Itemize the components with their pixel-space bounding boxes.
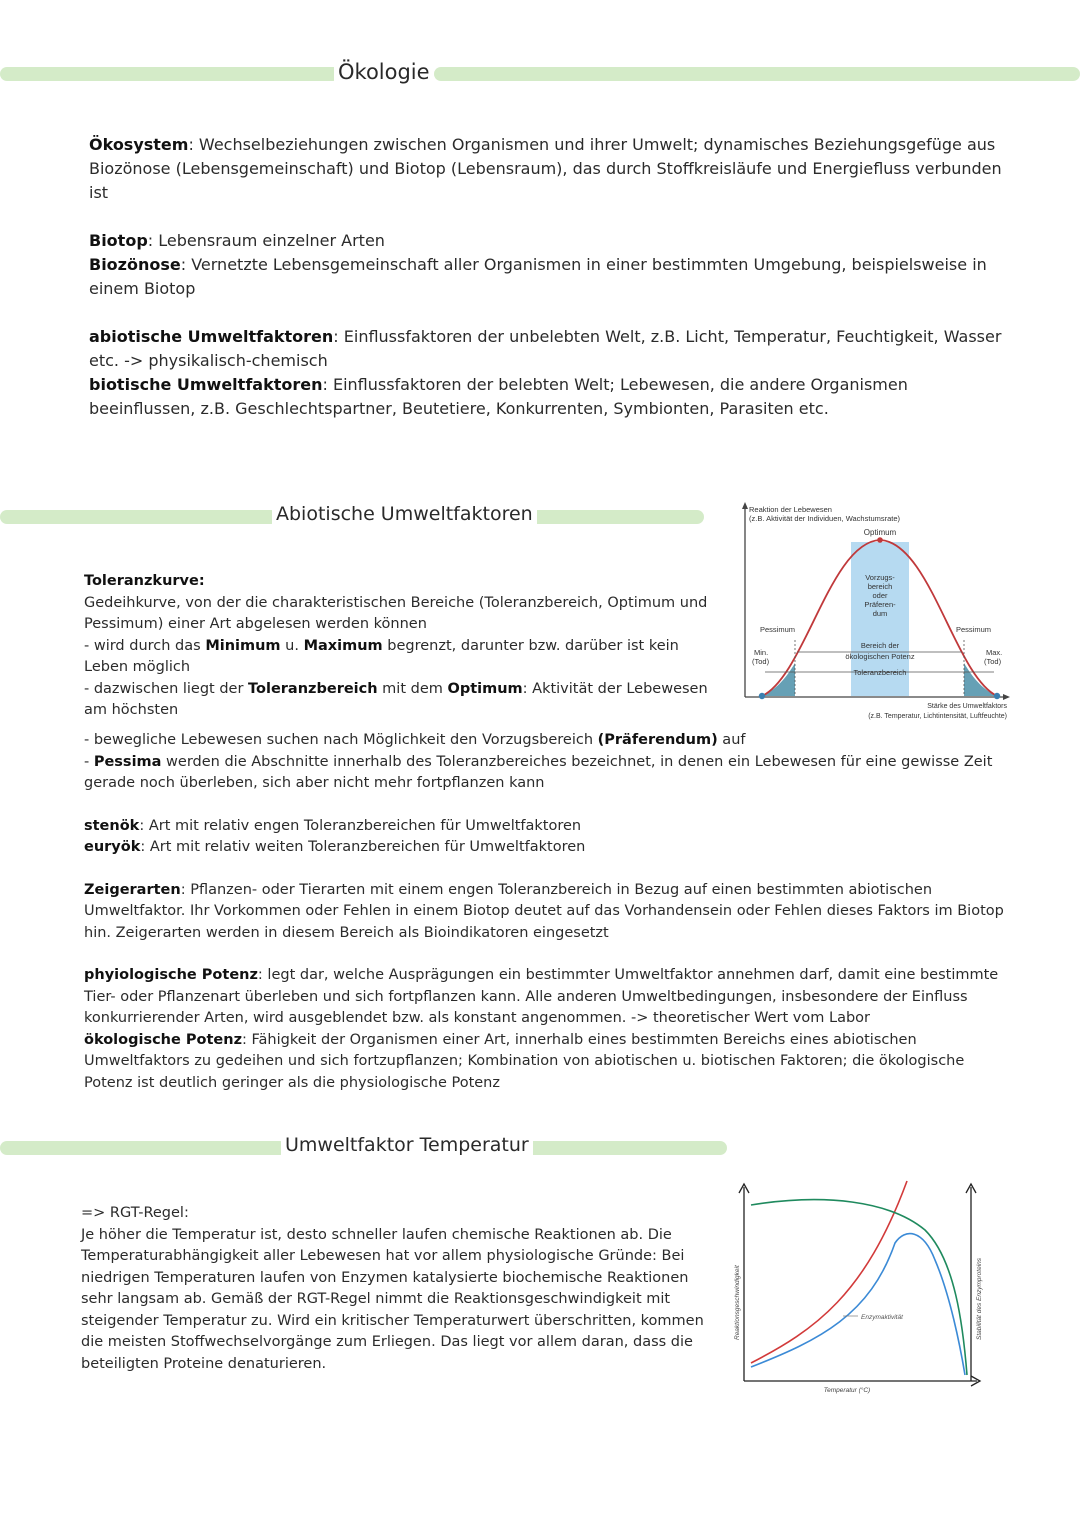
praeferendum-line: - bewegliche Lebewesen suchen nach Möglichkeit den Vorzugsbereich (Präferendum) auf — [84, 732, 746, 748]
definitions-block — [89, 133, 1019, 421]
definition-zeigerarten: Zeigerarten: Pflanzen- oder Tierarten mit einem engen Toleranzbereich in Bezug auf einen bestimmten abiotischen Umweltfaktor. Ihr Vorkommen oder Fehlen in einem Biotop deutet auf das Vorhandensein oder Fehlen dieses Faktors im Biotop hin. Zeigerarten werden in diesem Bereich als Bioindikatoren eingesetzt — [84, 881, 1004, 941]
section-bar-left — [0, 1141, 287, 1155]
section-bar-right — [521, 1141, 727, 1155]
definition-euryoek: euryök: Art mit relativ weiten Toleranzbereichen für Umweltfaktoren — [84, 839, 586, 855]
x-axis-label: Stärke des Umweltfaktors — [927, 703, 1007, 710]
definition-oek-potenz: ökologische Potenz: Fähigkeit der Organismen einer Art, innerhalb eines bestimmten Bereichs eines abiotischen Umweltfaktors zu gedeihen und sich fortzupflanzen; Kombination von abiotischen u. biotischen Faktoren; die ökologische Potenz ist deutlich geringer als die physiologische Potenz — [84, 1031, 965, 1091]
definition-stenoek: stenök: Art mit relativ engen Toleranzbereichen für Umweltfaktoren — [84, 817, 582, 834]
oek-potenz-label-2: ökologischen Potenz — [845, 652, 915, 661]
definition-phys-potenz: phyiologische Potenz: legt dar, welche Ausprägungen ein bestimmter Umweltfaktor annehmen darf, damit eine bestimmte Tier- oder Pflanzenart überleben und sich fortpflanzen kann. Alle anderen Umweltbedingungen, insbesondere der Einfluss konkurrierender Arten, wird ausgeblendet bzw. als konstant angenommen. -> theoretischer Wert vom Labor — [84, 967, 999, 1026]
y-axis-sublabel: (z.B. Aktivität der Individuen, Wachstumsrate) — [749, 514, 901, 523]
section-bar-right — [434, 67, 1080, 81]
vorzug-label-1: Vorzugs- — [865, 573, 895, 582]
optimum-label: Optimum — [863, 528, 897, 537]
rgt-text: Je höher die Temperatur ist, desto schneller laufen chemische Reaktionen ab. Die Temperaturabhängigkeit aller Lebewesen hat vor allem physiologische Gründe: Bei niedrigen Temperaturen laufen von Enzymen katalysierte biochemische Reaktionen sehr langsam ab. Gemäß der RGT-Regel nimmt die Reaktionsgeschwindigkeit mit steigender Temperatur zu. Wird ein kritischer Temperaturwert überschritten, kommen die meisten Stoffwechselvorgänge zum Erliegen. Das liegt vor allem daran, dass die beteiligten Proteine denaturieren. — [81, 1226, 704, 1372]
toleranzkurve-continued — [84, 730, 1014, 1094]
x-axis-label: Temperatur (°C) — [823, 1387, 871, 1394]
enzyme-stability-curve — [751, 1200, 967, 1375]
definition-biotisch: biotische Umweltfaktoren: Einflussfaktoren der belebten Welt; Lebewesen, die andere Organismen beeinflussen, z.B. Geschlechtspartner, Beutetiere, Konkurrenten, Symbionten, Parasiten etc. — [89, 375, 908, 418]
min-sublabel: (Tod) — [752, 657, 770, 666]
vorzug-label-3: oder — [872, 591, 888, 600]
toleranzkurve-block — [84, 571, 724, 722]
x-axis-sublabel: (z.B. Temperatur, Lichtintensität, Luftfeuchte) — [868, 713, 1007, 720]
section-title-temperatur: Umweltfaktor Temperatur — [281, 1134, 533, 1156]
enzyme-activity-label: Enzymaktivität — [861, 1314, 903, 1321]
toleranzkurve-figure — [735, 500, 1015, 728]
toleranz-label: Toleranzbereich — [853, 668, 907, 677]
section-bar-left — [0, 67, 340, 81]
right-axis-label: Stabilität des Enzymproteins — [976, 1257, 983, 1340]
section-title-abiotisch: Abiotische Umweltfaktoren — [272, 503, 537, 525]
optimum-point — [877, 537, 883, 543]
definition-biozoenose: Biozönose: Vernetzte Lebensgemeinschaft aller Organismen in einer bestimmten Umgebung, beispielsweise in einem Biotop — [89, 255, 987, 298]
toleranzkurve-definition: Gedeihkurve, von der die charakteristischen Bereiche (Toleranzbereich, Optimum und Pessimum) einer Art abgelesen werden können — [84, 594, 708, 632]
rgt-block — [81, 1203, 713, 1375]
toleranzkurve-toleranzbereich: - dazwischen liegt der Toleranzbereich mit dem Optimum: Aktivität der Lebewesen am höchsten — [84, 680, 708, 718]
page-title: Ökologie — [334, 60, 434, 84]
max-label: Max. — [986, 648, 1003, 657]
rgt-figure — [725, 1175, 995, 1400]
toleranzkurve-heading: Toleranzkurve: — [84, 573, 205, 589]
min-label: Min. — [754, 648, 769, 657]
oek-potenz-label-1: Bereich der — [860, 641, 900, 650]
vorzug-label-2: bereich — [867, 582, 893, 591]
vorzug-label-5: dum — [872, 609, 888, 618]
y-axis-label: Reaktion der Lebewesen — [749, 505, 832, 514]
enzyme-activity-curve — [751, 1234, 965, 1375]
vorzug-label-4: Präferen- — [864, 600, 896, 609]
definition-abiotisch: abiotische Umweltfaktoren: Einflussfaktoren der unbelebten Welt, z.B. Licht, Temperatur, Feuchtigkeit, Wasser etc. -> physikalisch-chemisch — [89, 327, 1002, 370]
minimum-point — [759, 693, 765, 699]
definition-oekosystem: Ökosystem: Wechselbeziehungen zwischen Organismen und ihrer Umwelt; dynamisches Beziehungsgefüge aus Biozönose (Lebensgemeinschaft) und Biotop (Lebensraum), das durch Stoffkreisläufe und Energiefluss verbunden ist — [89, 135, 1002, 202]
section-bar-left — [0, 510, 278, 524]
toleranzkurve-minmax: - wird durch das Minimum u. Maximum begrenzt, darunter bzw. darüber ist kein Leben möglich — [84, 637, 679, 675]
definition-biotop: Biotop: Lebensraum einzelner Arten — [89, 231, 385, 250]
left-axis-label: Reaktionsgeschwindigkeit — [734, 1265, 741, 1340]
pessimum-left-label: Pessimum — [760, 625, 796, 634]
maximum-point — [994, 693, 1000, 699]
pessima-line: - Pessima werden die Abschnitte innerhalb des Toleranzbereiches bezeichnet, in denen ein Lebewesen für eine gewisse Zeit gerade noch überleben, sich aber nicht mehr fortpflanzen kann — [84, 753, 993, 791]
max-sublabel: (Tod) — [984, 657, 1002, 666]
section-bar-right — [528, 510, 704, 524]
rgt-heading: => RGT-Regel: — [81, 1205, 189, 1221]
pessimum-right-label: Pessimum — [956, 625, 992, 634]
